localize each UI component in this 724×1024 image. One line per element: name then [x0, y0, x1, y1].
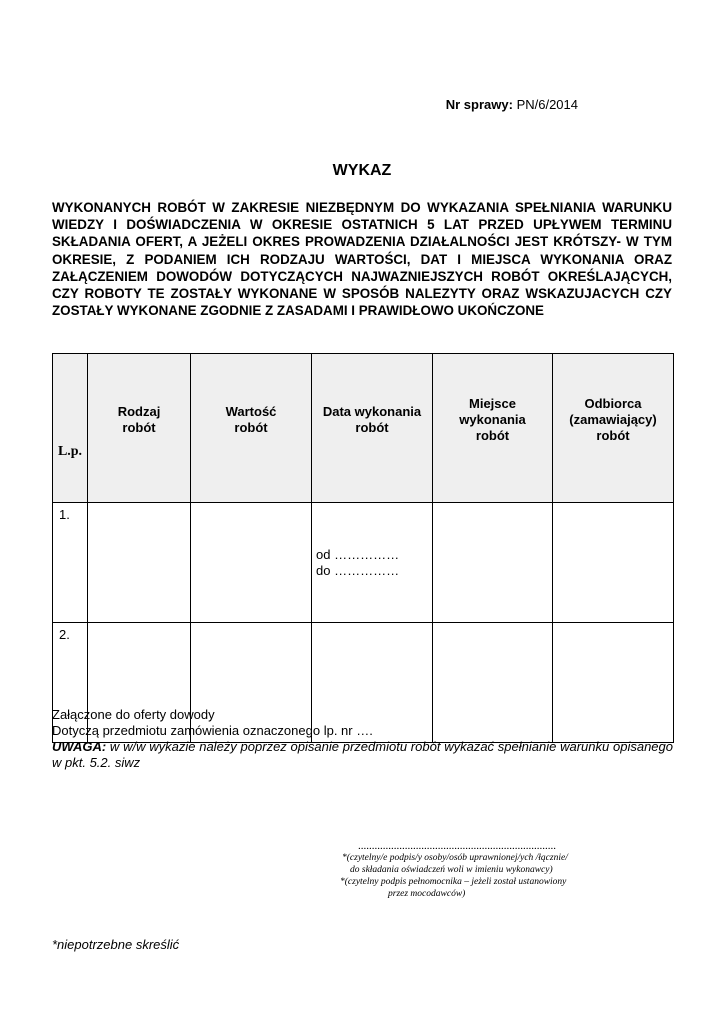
row-number: 2.: [53, 623, 88, 743]
works-table: [52, 353, 674, 743]
reference-line: Dotyczą przedmiotu zamówienia oznaczonego lp. nr ….: [52, 723, 373, 738]
document-subtitle: WYKONANYCH ROBÓT W ZAKRESIE NIEZBĘDNYM DO WYKAZANIA SPEŁNIANIA WARUNKU WIEDZY I DOŚWIADCZENIA W OKRESIE OSTATNICH 5 LAT PRZED UPŁYWEM TERMINU SKŁADANIA OFERT, A JEŻELI OKRES PROWADZENIA DZIAŁALNOŚCI JEST KRÓTSZY- W TYM OKRESIE, Z PODANIEM ICH RODZAJU WARTOŚCI, DAT I MIEJSCA WYKONANIA ORAZ ZAŁĄCZENIEM DOWODÓW DOTYCZĄCYCH NAJWAZNIEJSZYCH ROBÓT OKREŚLAJĄCYCH, CZY ROBOTY TE ZOSTAŁY WYKONANE W SPOSÓB NALEZYTY ORAZ WSKAZUJACYCH CZY ZOSTAŁY WYKONANE ZGODNIE Z ZASADAMI I PRAWIDŁOWO UKOŃCZONE: [52, 200, 672, 319]
signature-block: [340, 840, 640, 900]
table-row: [53, 503, 674, 623]
notes-section: [52, 707, 673, 771]
date-from: od ……………: [316, 546, 400, 562]
warning-text: w w/w wykazie należy poprzez opisanie przedmiotu robót wykazać spełnianie warunku opisanego w pkt. 5.2. siwz: [52, 739, 673, 770]
signature-caption-2: do składania oświadczeń woli w imieniu wykonawcy): [350, 865, 553, 875]
cell-value[interactable]: [191, 503, 312, 623]
header-lp: L.p.: [53, 354, 88, 503]
header-date: Data wykonania robót: [312, 354, 433, 503]
cell-type[interactable]: [88, 503, 191, 623]
row-number: 1.: [53, 503, 88, 623]
date-to: do ……………: [316, 562, 400, 578]
case-number-value: PN/6/2014: [516, 97, 578, 112]
header-place: Miejsce wykonania robót: [433, 354, 553, 503]
footnote: *niepotrzebne skreślić: [52, 937, 180, 952]
header-client: Odbiorca (zamawiający) robót: [553, 354, 674, 503]
signature-caption-1: *(czytelny/e podpis/y osoby/osób uprawnionej/ych /łącznie/: [342, 853, 568, 863]
header-value: Wartość robót: [191, 354, 312, 503]
cell-place[interactable]: [433, 503, 553, 623]
signature-caption-3: *(czytelny podpis pełnomocnika – jeżeli został ustanowiony: [340, 877, 567, 887]
attachments-line: Załączone do oferty dowody: [52, 707, 215, 722]
case-number-label: Nr sprawy:: [445, 97, 513, 112]
document-title: WYKAZ: [332, 162, 392, 179]
signature-caption-4: przez mocodawców): [388, 889, 466, 899]
signature-line[interactable]: ........................................................................: [358, 840, 556, 852]
header-type: Rodzaj robót: [88, 354, 191, 503]
cell-client[interactable]: [553, 503, 674, 623]
table-header-row: [53, 354, 674, 503]
warning-label: UWAGA:: [52, 739, 107, 754]
warning-note: [52, 739, 673, 771]
cell-dates[interactable]: [312, 503, 433, 623]
case-number: [446, 97, 578, 112]
